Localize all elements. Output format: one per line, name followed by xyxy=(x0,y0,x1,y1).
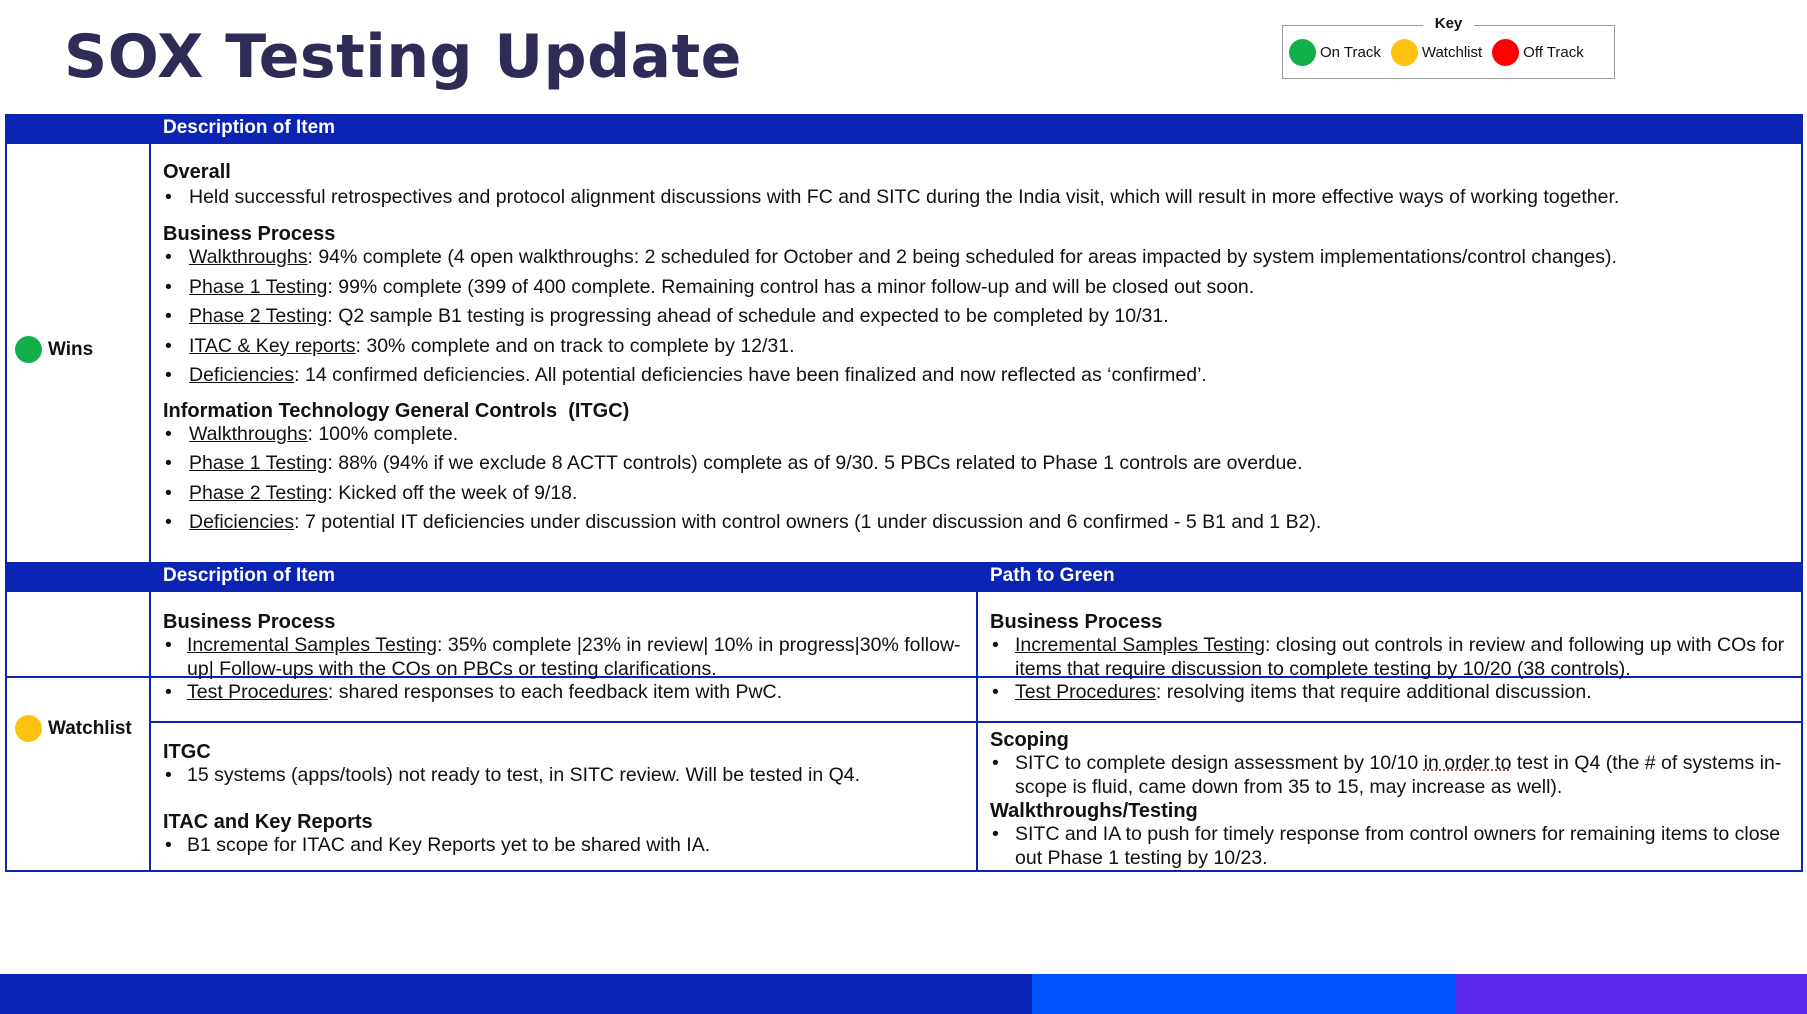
footer-bar-purple xyxy=(1456,974,1807,1014)
item-term: Test Procedures xyxy=(187,681,328,703)
flagged-text: in order to xyxy=(1423,752,1512,774)
key-title: Key xyxy=(1423,15,1475,32)
walkthroughs-testing-title: Walkthroughs/Testing xyxy=(990,800,1198,822)
list-item xyxy=(163,361,1793,391)
list-item xyxy=(990,752,1794,799)
key-item-watchlist xyxy=(1391,39,1482,66)
list-item xyxy=(163,302,1793,332)
item-text: : 7 potential IT deficiencies under discussion with control owners (1 under discussion and 6 confirmed - 5 B1 and 1 B2). xyxy=(294,511,1322,533)
footer-bar-blue xyxy=(1032,974,1456,1014)
item-term: Incremental Samples Testing xyxy=(187,634,438,656)
key-label: Off Track xyxy=(1523,44,1584,61)
description-header: Description of Item xyxy=(163,565,336,586)
item-text: : Q2 sample B1 testing is progressing ahead of schedule and expected to be completed by 10/31. xyxy=(327,305,1169,327)
list-item xyxy=(163,243,1793,273)
list-item xyxy=(163,681,969,705)
item-term: Walkthroughs xyxy=(189,246,308,268)
item-text: : 14 confirmed deficiencies. All potential deficiencies have been finalized and now reflected as ‘confirmed’. xyxy=(294,364,1207,386)
business-process-title: Business Process xyxy=(163,611,336,633)
item-term: Phase 1 Testing xyxy=(189,275,328,298)
list-item xyxy=(163,634,969,681)
business-process-title: Business Process xyxy=(990,611,1163,633)
yellow-status-dot-icon xyxy=(15,715,42,742)
key-item-off-track xyxy=(1492,39,1584,66)
list-item xyxy=(990,681,1794,705)
item-term: Deficiencies xyxy=(189,364,295,386)
itgc-title: ITGC xyxy=(163,741,211,763)
business-process-title: Business Process xyxy=(163,223,336,245)
item-text: test in Q4 (the # of systems in-scope is fluid, came down from 35 to 15, may increase as well). xyxy=(1015,752,1782,798)
overall-title: Overall xyxy=(163,161,231,183)
watchlist-desc-top xyxy=(163,610,969,705)
itac-title: ITAC and Key Reports xyxy=(163,810,373,833)
path-to-green-header: Path to Green xyxy=(990,565,1115,586)
list-item xyxy=(163,332,1793,362)
key-item-on-track xyxy=(1289,39,1381,66)
item-text: : Kicked off the week of 9/18. xyxy=(327,481,578,504)
itgc-title: Information Technology General Controls (ITGC) xyxy=(163,399,630,422)
green-status-dot-icon xyxy=(15,336,42,363)
item-text: : shared responses to each feedback item with PwC. xyxy=(327,681,783,703)
list-item: • B1 scope for ITAC and Key Reports yet to be shared with IA. xyxy=(163,834,969,858)
item-term: Incremental Samples Testing xyxy=(1015,634,1266,656)
item-text: : closing out controls in review and following up with COs for items that require discussion to complete testing by 10/20 (38 controls). xyxy=(1015,634,1785,680)
item-text: : 88% (94% if we exclude 8 ACTT controls) complete as of 9/30. 5 PBCs related to Phase 1 controls are overdue. xyxy=(327,452,1303,474)
scoping-title: Scoping xyxy=(990,729,1069,751)
watchlist-row-label xyxy=(15,715,132,742)
item-term: Test Procedures xyxy=(1015,681,1156,703)
list-item xyxy=(990,634,1794,681)
status-table xyxy=(5,114,1803,874)
list-item: • SITC and IA to push for timely response from control owners for remaining items to close out Phase 1 testing by 10/23. xyxy=(990,823,1794,870)
wins-label: Wins xyxy=(48,338,94,360)
red-status-dot-icon xyxy=(1492,39,1519,66)
list-item xyxy=(163,479,1793,509)
status-key xyxy=(1282,15,1615,79)
list-item: • Held successful retrospectives and protocol alignment discussions with FC and SITC during the India visit, which will result in more effective ways of working together. xyxy=(163,184,1793,210)
footer-bar-dark xyxy=(0,974,1032,1014)
item-text: : 94% complete (4 open walkthroughs: 2 scheduled for October and 2 being scheduled for areas impacted by system implementations/control changes). xyxy=(307,246,1617,268)
watchlist-desc-bottom xyxy=(163,740,969,857)
list-item xyxy=(163,420,1793,450)
item-text: : 35% complete |23% in review| 10% in progress|30% follow-up| Follow-ups with the COs on PBCs or testing clarifications. xyxy=(187,634,961,680)
item-term: ITAC & Key reports xyxy=(189,334,356,357)
page-title: SOX Testing Update xyxy=(64,22,742,92)
item-term: Phase 2 Testing xyxy=(189,305,328,327)
wins-header-bar xyxy=(5,114,1803,144)
item-term: Phase 2 Testing xyxy=(189,481,328,504)
watchlist-path-bottom xyxy=(990,728,1794,870)
item-term: Walkthroughs xyxy=(189,422,308,445)
key-label: On Track xyxy=(1320,44,1381,61)
wins-row-label xyxy=(15,336,93,363)
wins-content xyxy=(163,160,1793,538)
yellow-status-dot-icon xyxy=(1391,39,1418,66)
item-term: Phase 1 Testing xyxy=(189,452,328,474)
watchlist-path-top xyxy=(990,610,1794,705)
item-term: Deficiencies xyxy=(189,511,295,533)
list-item xyxy=(163,273,1793,303)
key-label: Watchlist xyxy=(1421,44,1483,61)
list-item xyxy=(163,508,1793,538)
item-text: : 99% complete (399 of 400 complete. Remaining control has a minor follow-up and will be closed out soon. xyxy=(327,275,1255,298)
item-text: SITC to complete design assessment by 10/10 xyxy=(1015,752,1424,774)
item-text: : 30% complete and on track to complete by 12/31. xyxy=(355,334,795,357)
list-item: • 15 systems (apps/tools) not ready to test, in SITC review. Will be tested in Q4. xyxy=(163,764,969,788)
item-text: : resolving items that require additional discussion. xyxy=(1155,681,1592,703)
watchlist-label: Watchlist xyxy=(48,717,132,739)
description-header: Description of Item xyxy=(163,117,336,138)
watchlist-header-bar xyxy=(5,562,1803,592)
green-status-dot-icon xyxy=(1289,39,1316,66)
list-item xyxy=(163,449,1793,479)
item-text: : 100% complete. xyxy=(307,422,459,445)
